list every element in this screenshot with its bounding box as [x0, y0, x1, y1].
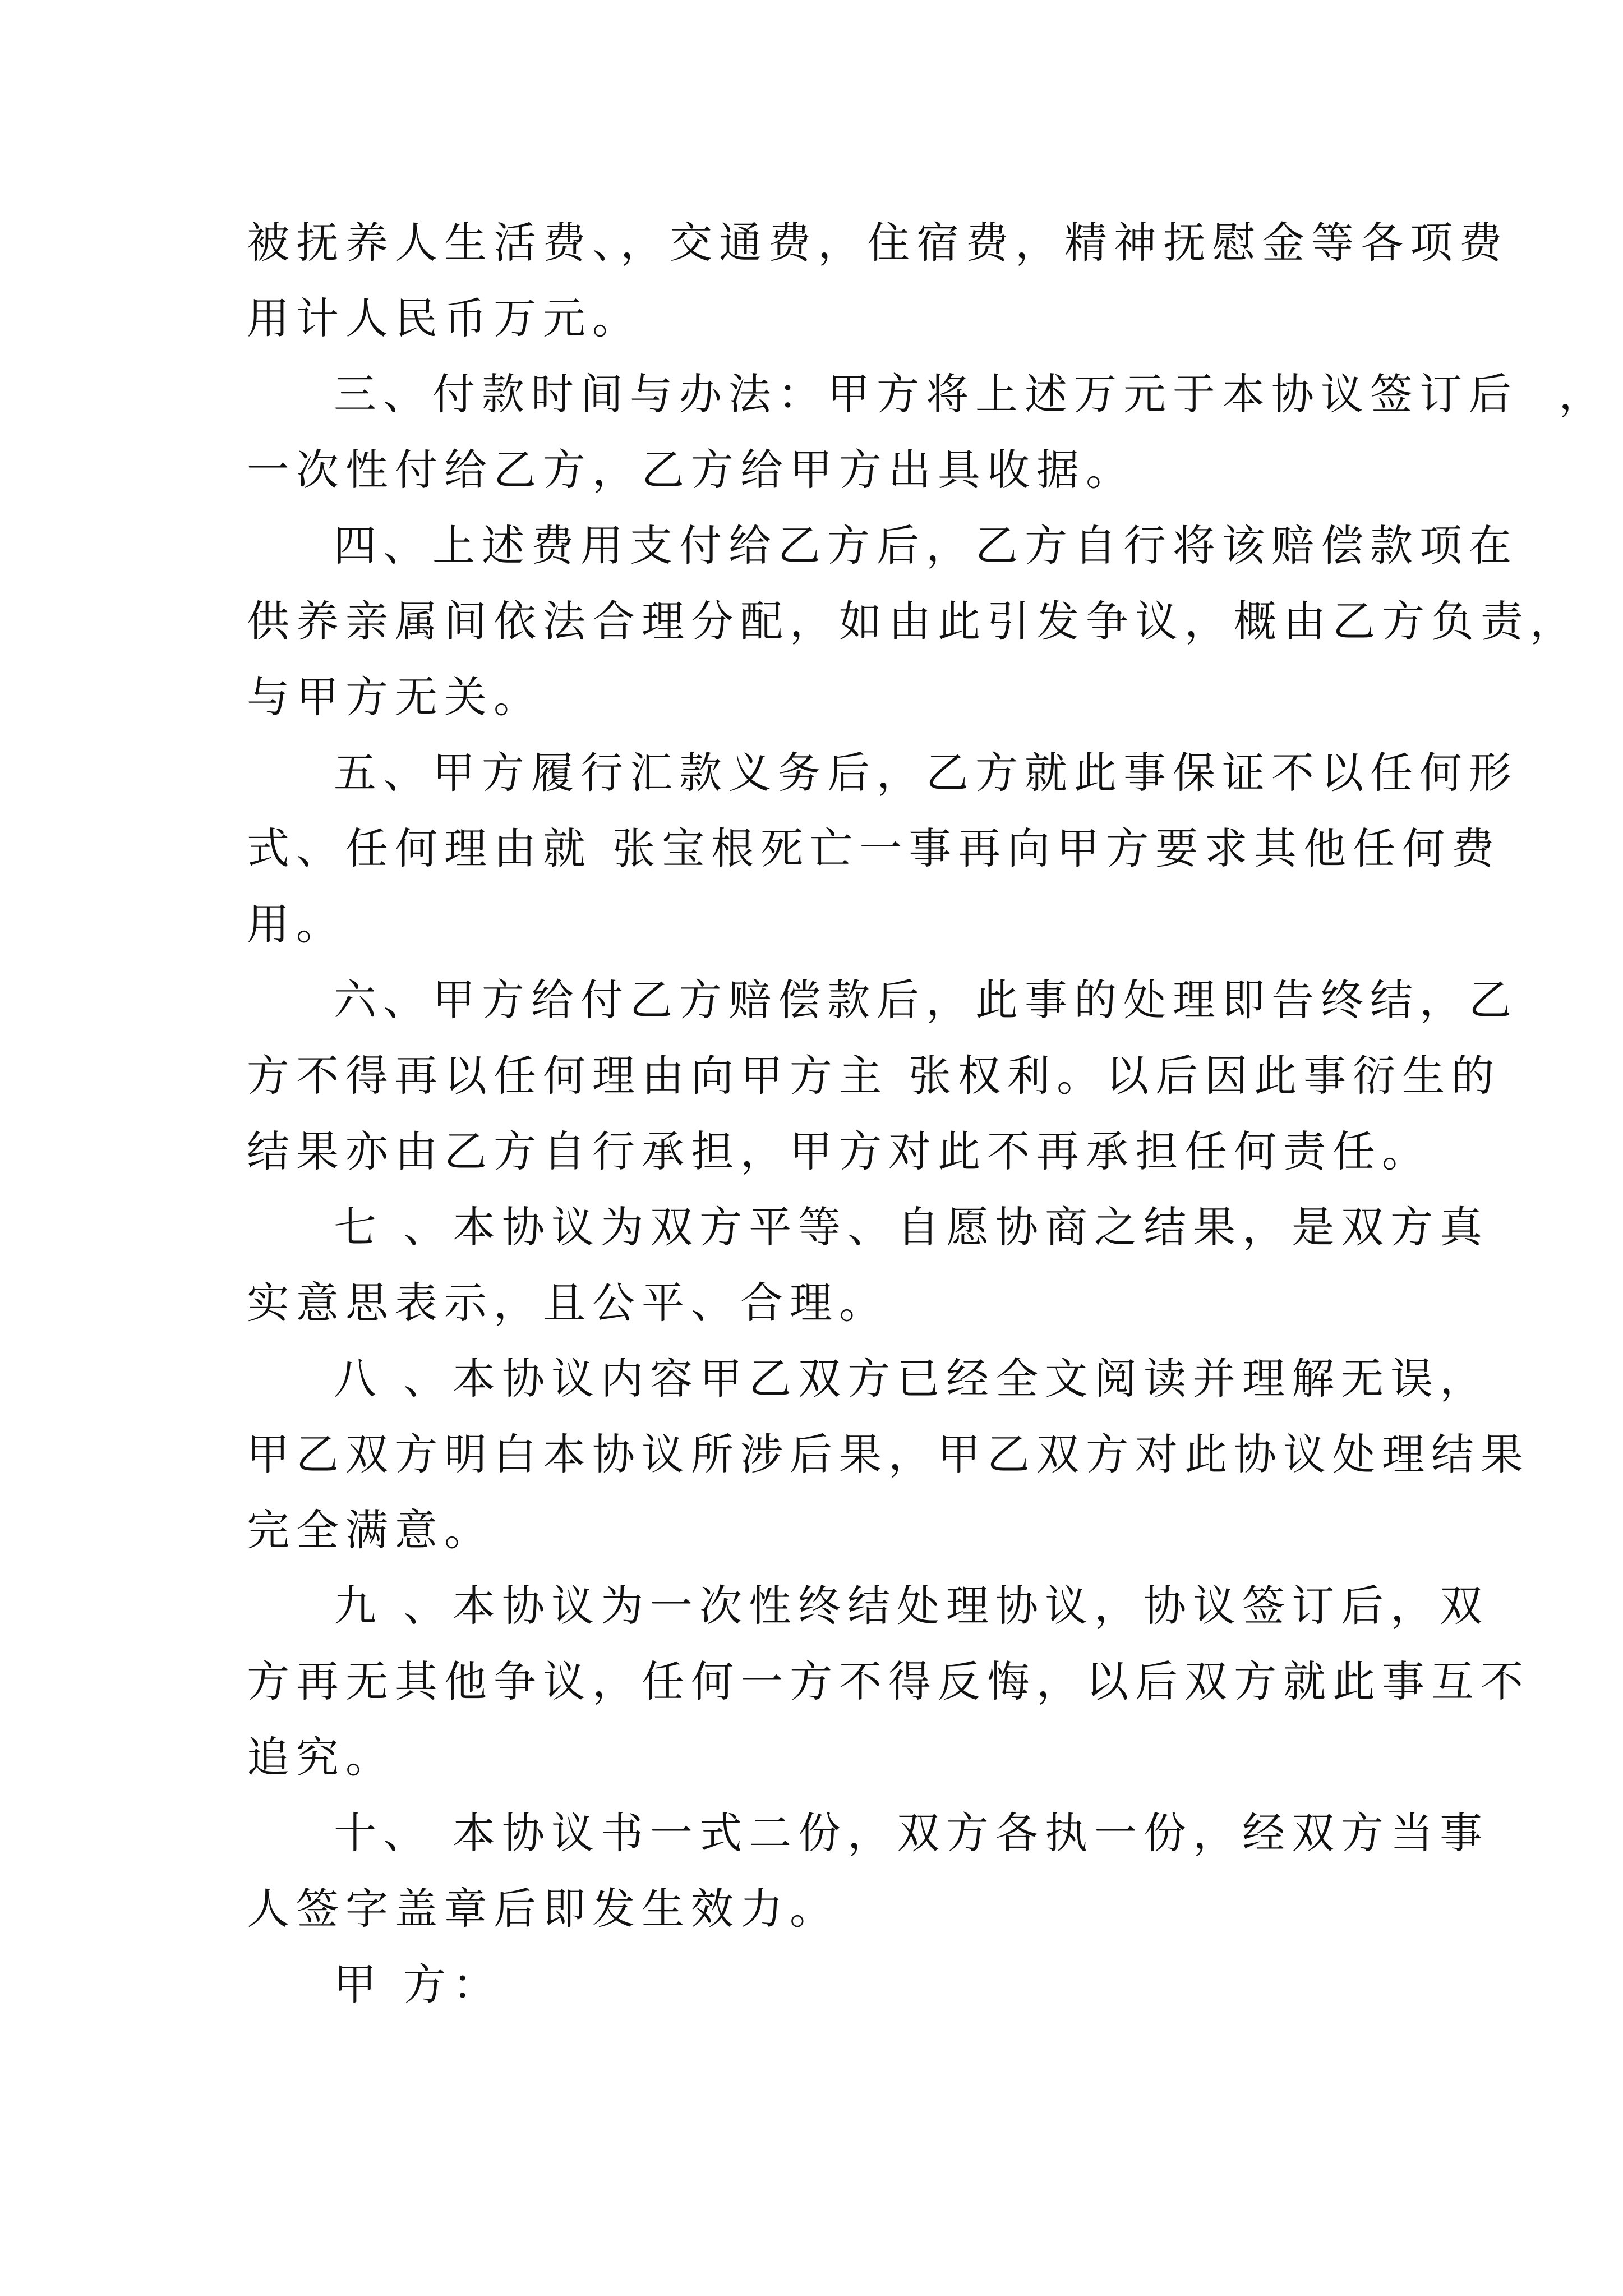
text-line: 完全满意。 — [247, 1505, 494, 1555]
text-line: 用。 — [247, 899, 345, 949]
text-line: 实意思表示，且公平、合理。 — [247, 1278, 888, 1328]
text-line: 与甲方无关。 — [247, 672, 543, 722]
text-line: 供养亲属间依法合理分配，如由此引发争议，概由乙方负责， — [247, 596, 1579, 646]
text-line: 被抚养人生活费、，交通费，住宿费，精神抚慰金等各项费 — [247, 218, 1509, 268]
paragraph-4-line-1: 四、上述费用支付给乙方后，乙方自行将该赔偿款项在 — [334, 521, 1518, 570]
paragraph-3-line-1: 三、付款时间与办法：甲方将上述万元于本协议签订后 ， — [334, 369, 1608, 419]
paragraph-7-line-1: 七 、本协议为双方平等、自愿协商之结果，是双方真 — [334, 1202, 1490, 1252]
text-line: 一次性付给乙方，乙方给甲方出具收据。 — [247, 445, 1135, 495]
text-line: 式、任何理由就 张宝根死亡一事再向甲方要求其他任何费 — [247, 823, 1501, 873]
paragraph-10-line-1: 十、 本协议书一式二份，双方各执一份，经双方当事 — [334, 1808, 1490, 1858]
text-line: 甲乙双方明白本协议所涉后果，甲乙双方对此协议处理结果 — [247, 1429, 1530, 1479]
paragraph-6-line-1: 六、甲方给付乙方赔偿款后，此事的处理即告终结，乙 — [334, 975, 1518, 1025]
paragraph-5-line-1: 五、甲方履行汇款义务后，乙方就此事保证不以任何形 — [334, 748, 1518, 798]
text-line: 用计人民币万元。 — [247, 293, 642, 343]
text-line: 方不得再以任何理由向甲方主 张权利。以后因此事衍生的 — [247, 1051, 1501, 1101]
text-line: 追究。 — [247, 1732, 395, 1782]
text-line: 人签字盖章后即发生效力。 — [247, 1884, 839, 1934]
text-line: 方再无其他争议，任何一方不得反悔，以后双方就此事互不 — [247, 1657, 1530, 1706]
paragraph-8-line-1: 八 、本协议内容甲乙双方已经全文阅读并理解无误， — [334, 1354, 1490, 1404]
paragraph-9-line-1: 九 、本协议为一次性终结处理协议，协议签订后，双 — [334, 1581, 1490, 1631]
text-line: 结果亦由乙方自行承担，甲方对此不再承担任何责任。 — [247, 1126, 1431, 1176]
party-a-signature-label: 甲 方： — [334, 1959, 502, 2009]
